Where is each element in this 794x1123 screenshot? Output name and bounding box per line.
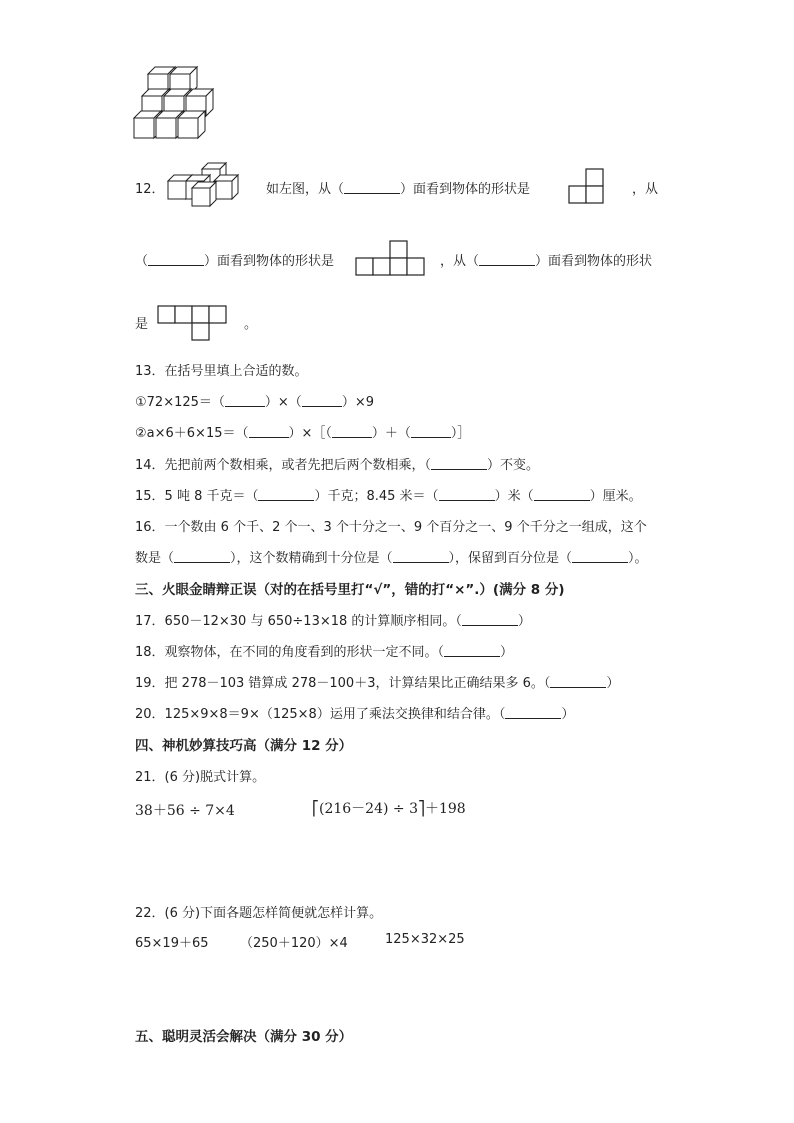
- answer-blank[interactable]: [572, 550, 628, 563]
- section-4-heading: 四、神机妙算技巧高（满分 12 分）: [135, 738, 353, 754]
- answer-blank[interactable]: [332, 425, 372, 438]
- answer-blank[interactable]: [174, 550, 230, 563]
- answer-blank[interactable]: [444, 644, 500, 657]
- q22-expression-2: （250＋120）×4: [240, 936, 348, 951]
- q13-line2: ②a×6＋6×15＝（ ）×［（ ）＋（ ）］: [135, 426, 471, 441]
- cube-front-face: [192, 188, 210, 206]
- answer-blank[interactable]: [411, 425, 451, 438]
- q12-line2: （ ）面看到物体的形状是: [135, 254, 335, 269]
- answer-blank[interactable]: [258, 488, 314, 501]
- q21-expression-1: 38＋56 ÷ 7×4: [135, 803, 235, 819]
- answer-blank[interactable]: [439, 488, 495, 501]
- cube-front-face: [156, 118, 176, 138]
- view-shape-3: [157, 305, 232, 345]
- answer-blank[interactable]: [344, 181, 400, 194]
- answer-blank[interactable]: [550, 675, 606, 688]
- q12-line1: 如左图，从（ ）面看到物体的形状是: [266, 182, 531, 197]
- cube-front-face: [134, 118, 154, 138]
- q16-line2: 数是（ ），这个数精确到十分位是（ ），保留到百分位是（ ）。: [135, 551, 648, 566]
- cube-front-face: [168, 181, 186, 199]
- q12-cube-figure: [162, 155, 252, 210]
- q13-line1: ①72×125＝（ ）×（ ）×9: [135, 395, 374, 410]
- section-5-heading: 五、聪明灵活会解决（满分 30 分）: [135, 1029, 353, 1045]
- q22-title: 22．(6 分)下面各题怎样简便就怎样计算。: [135, 906, 383, 921]
- view-shape-1: [568, 168, 608, 206]
- q12-line3: 是: [135, 317, 149, 332]
- answer-blank[interactable]: [431, 457, 487, 470]
- answer-blank[interactable]: [462, 613, 518, 626]
- answer-blank[interactable]: [479, 253, 535, 266]
- q17: 17．650－12×30 与 650÷13×18 的计算顺序相同。（ ）: [135, 614, 531, 629]
- q22-expression-1: 65×19＋65: [135, 936, 209, 951]
- answer-blank[interactable]: [148, 253, 204, 266]
- q12-line3-end: 。: [244, 317, 258, 332]
- section-3-heading: 三、火眼金睛辩正误（对的在括号里打“√”，错的打“×”.）(满分 8 分): [135, 582, 565, 598]
- q12-line1-end: ，从: [632, 182, 659, 197]
- cube-front-face: [214, 181, 232, 199]
- q18: 18．观察物体，在不同的角度看到的形状一定不同。（ ）: [135, 645, 514, 660]
- answer-blank[interactable]: [225, 394, 265, 407]
- answer-blank[interactable]: [249, 425, 289, 438]
- q12-line2-end: ，从（ ）面看到物体的形状: [440, 254, 653, 269]
- cube-stack-figure: [128, 60, 218, 145]
- q21-title: 21．(6 分)脱式计算。: [135, 770, 266, 785]
- q15: 15．5 吨 8 千克＝（ ）千克；8.45 米＝（ ）米（ ）厘米。: [135, 489, 642, 504]
- q12-number: 12．: [135, 182, 165, 197]
- q16-line1: 16．一个数由 6 个千、2 个一、3 个十分之一、9 个百分之一、9 个千分之一组成，这个: [135, 520, 647, 535]
- q21-expression-2: ⎡(216－24) ÷ 3⎤＋198: [312, 801, 466, 817]
- q22-expression-3: 125×32×25: [385, 932, 465, 947]
- q19: 19．把 278－103 错算成 278－100＋3，计算结果比正确结果多 6。（ ）: [135, 676, 620, 691]
- answer-blank[interactable]: [302, 394, 342, 407]
- cube-front-face: [178, 118, 198, 138]
- view-shape-2: [355, 240, 430, 278]
- answer-blank[interactable]: [505, 706, 561, 719]
- q14: 14．先把前两个数相乘，或者先把后两个数相乘，（ ）不变。: [135, 458, 540, 473]
- answer-blank[interactable]: [534, 488, 590, 501]
- answer-blank[interactable]: [393, 550, 449, 563]
- q20: 20．125×9×8＝9×（125×8）运用了乘法交换律和结合律。（ ）: [135, 707, 575, 722]
- q13-title: 13．在括号里填上合适的数。: [135, 364, 308, 379]
